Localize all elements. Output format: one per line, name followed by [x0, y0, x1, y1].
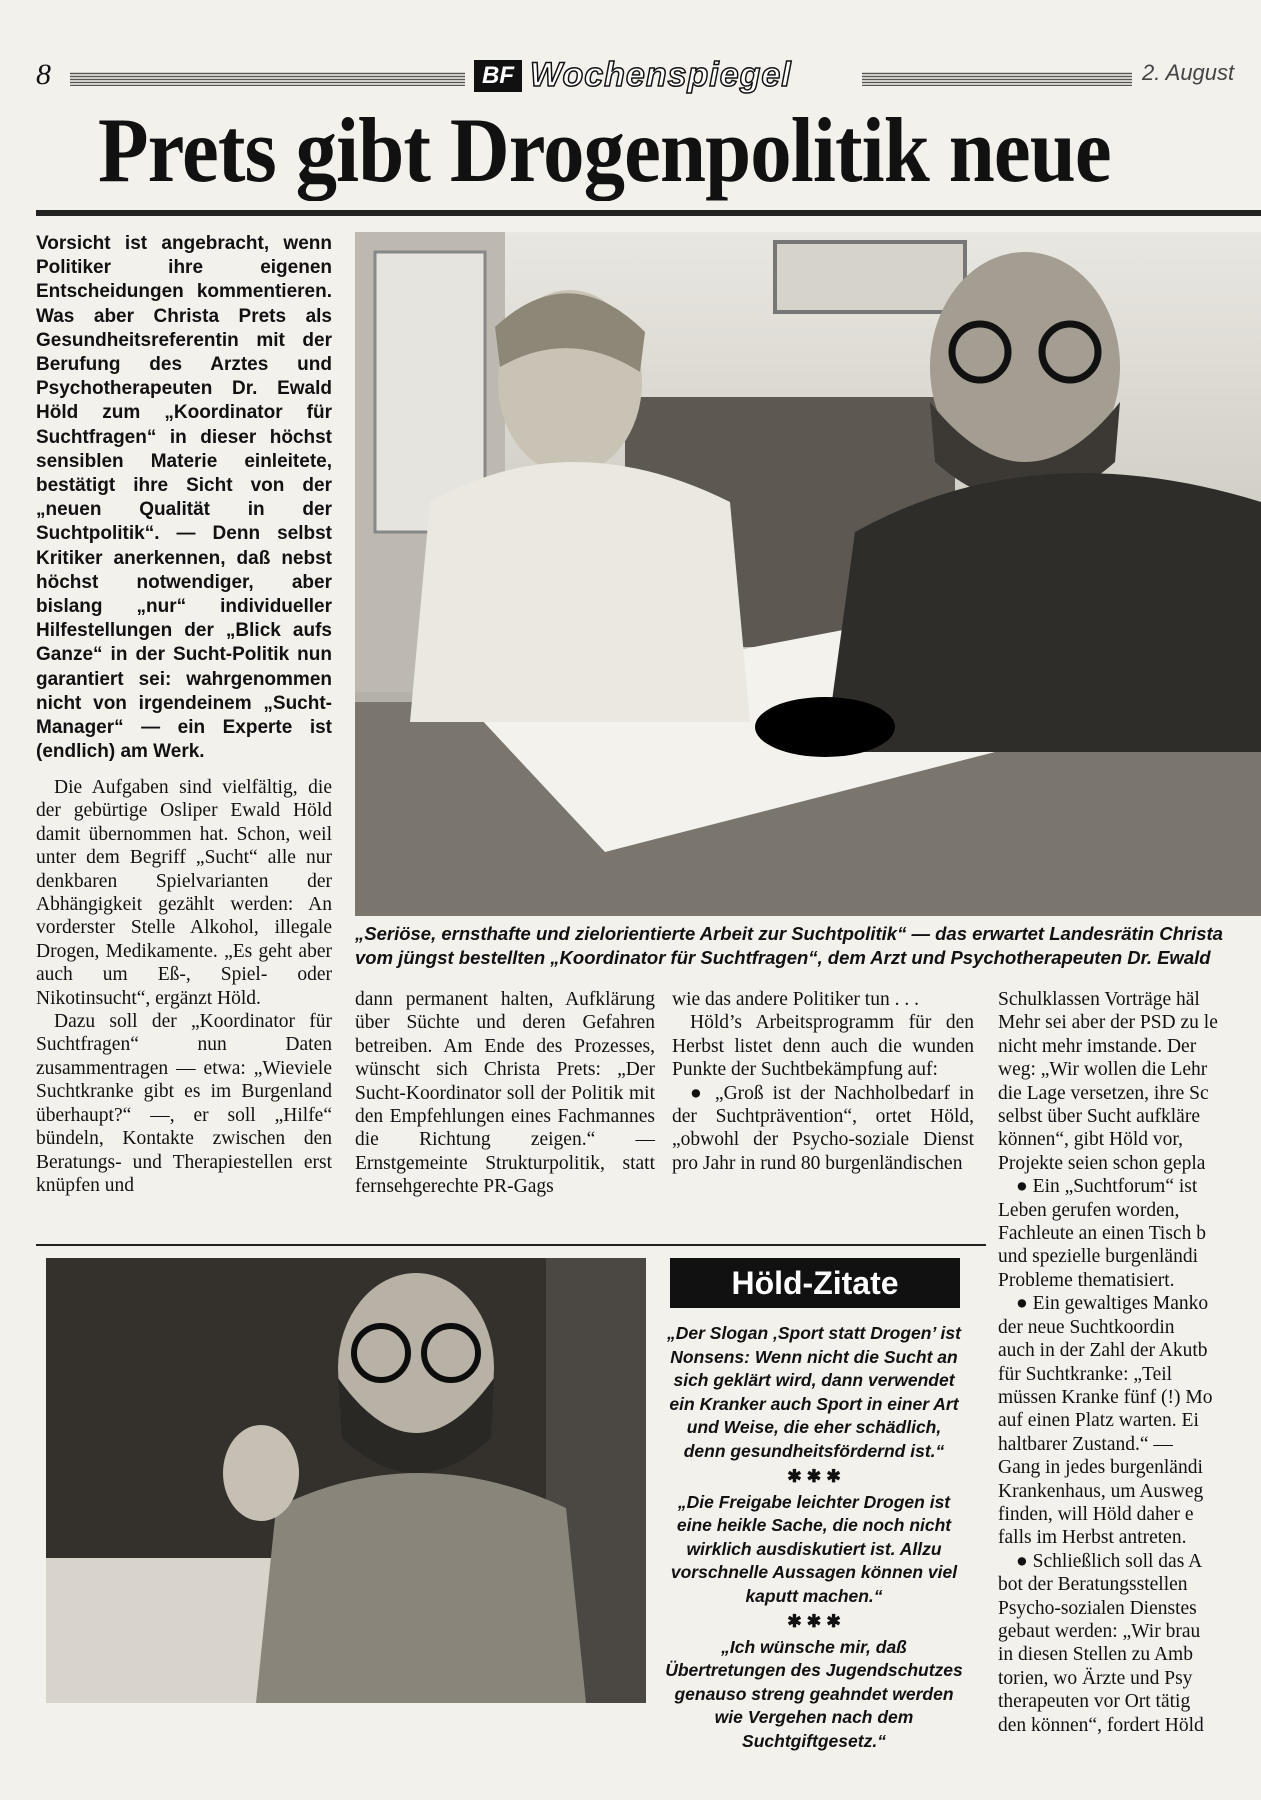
article-headline: Prets gibt Drogenpolitik neue: [98, 99, 1111, 201]
quote-separator: ✱ ✱ ✱: [787, 1466, 841, 1486]
body-column-2: [355, 988, 655, 1199]
body-paragraph: Die Aufgaben sind vielfältig, die der gebürtige Osliper Ewald Höld damit übernommen hat. Schon, weil unter dem Begriff „Sucht“ alle nur denkbaren Spielvarianten der Abhängigkeit gezählt werden: An vorderster Stelle Alkohol, illegale Drogen, Medikamente. „Es geht aber auch um Eß-, Spiel- oder Nikotinsucht“, ergänzt Höld.: [36, 777, 332, 1009]
column-line: therapeuten vor Ort tätig: [998, 1691, 1191, 1713]
column-line: müssen Kranke fünf (!) Mo: [998, 1386, 1213, 1408]
column-line: in diesen Stellen zu Amb: [998, 1644, 1193, 1666]
column-line: für Suchtkranke: „Teil: [998, 1363, 1173, 1385]
article-lead: Vorsicht ist angebracht, wenn Politiker ihre eigenen Entscheidungen kommentieren. Was aber Christa Prets als Gesundheitsreferentin mit der Berufung des Arztes und Psychotherapeuten Dr. Ewald Höld zum „Koordinator für Suchtfragen“ in dieser höchst sensiblen Materie einleitete, bestätigt ihre Sicht von der „neuen Qualität in der Suchtpolitik“. — Denn selbst Kritiker anerkennen, daß nebst höchst notwendiger, aber bislang „nur“ individueller Hilfestellungen der „Blick aufs Ganze“ in der Sucht-Politik nun garantiert sei: wahrgenommen nicht von irgendeinem „Sucht-Manager“ — ein Experte ist (endlich) am Werk.: [36, 233, 332, 763]
column-line: Projekte seien schon gepla: [998, 1152, 1206, 1174]
column-line: können“, gibt Höld vor,: [998, 1129, 1183, 1151]
body-paragraph: ● „Groß ist der Nachholbedarf in der Suchtprävention“, ortet Höld, „obwohl der Psycho-soziale Dienst pro Jahr in rund 80 burgenländischen: [672, 1082, 974, 1174]
column-line: weg: „Wir wollen die Lehr: [998, 1059, 1208, 1081]
headline-rule: [36, 210, 1261, 216]
body-paragraph: Dazu soll der „Koordinator für Suchtfragen“ nun Daten zusammentragen — etwa: „Wieviele Suchtkranke gibt es im Burgenland überhaupt?“ —, er soll „Hilfe“ bündeln, Kontakte zwischen den Beratungs- und Therapiestellen erst knüpfen und: [36, 1011, 332, 1196]
logo-badge: BF: [474, 60, 522, 92]
column-line: Gang in jedes burgenländi: [998, 1457, 1203, 1479]
column-line: gebaut werden: „Wir brau: [998, 1620, 1201, 1642]
newspaper-logo: [474, 56, 792, 95]
quote-2: „Die Freigabe leichter Drogen ist eine heikle Sache, die noch nicht wirklich ausdiskutiert ist. Allzu vorschnelle Aussagen können viel kaputt machen.“: [670, 1491, 958, 1606]
photo-prets-and-hoeld: [355, 232, 1261, 916]
quote-3: „Ich wünsche mir, daß Übertretungen des Jugendschutzes genauso streng geahndet werden wie Vergehen nach dem Suchtgiftgesetz.“: [665, 1636, 963, 1751]
issue-date: 2. August: [1142, 60, 1235, 85]
column-line: falls im Herbst antreten.: [998, 1527, 1187, 1549]
column-line: Psycho-sozialen Dienstes: [998, 1597, 1197, 1619]
masthead-rule-left: [70, 72, 465, 86]
column-line: bot der Beratungsstellen: [998, 1574, 1188, 1596]
quote-separator: ✱ ✱ ✱: [787, 1611, 841, 1631]
masthead-rule-right: [862, 72, 1132, 86]
page-number: 8: [36, 58, 51, 91]
caption-line-1: „Seriöse, ernsthafte und zielorientierte Arbeit zur Suchtpolitik“ — das erwartet Landesrätin Christa: [355, 923, 1223, 944]
column-line: den können“, fordert Höld: [998, 1714, 1204, 1736]
body-column-4: [998, 988, 1261, 1737]
column-line: auch in der Zahl der Akutb: [998, 1340, 1208, 1362]
column-line: auf einen Platz warten. Ei: [998, 1410, 1199, 1432]
photo-hoeld-portrait: [46, 1258, 646, 1703]
column-line: die Lage versetzen, ihre Sc: [998, 1082, 1209, 1104]
column-line: selbst über Sucht aufkläre: [998, 1106, 1200, 1128]
lower-box-rule: [36, 1244, 986, 1246]
quotes-box-title: Höld-Zitate: [670, 1258, 960, 1308]
quotes-box: [664, 1322, 964, 1753]
column-line: ● Schließlich soll das A: [1016, 1550, 1203, 1572]
column-line: und spezielle burgenländi: [998, 1246, 1198, 1268]
newspaper-name: Wochenspiegel: [530, 56, 792, 94]
body-column-1: [36, 776, 332, 1197]
column-line: torien, wo Ärzte und Psy: [998, 1667, 1193, 1689]
photo-caption: [355, 922, 1261, 970]
portrait-illustration: [46, 1258, 646, 1703]
body-column-3: [672, 988, 974, 1175]
column-line: Mehr sei aber der PSD zu le: [998, 1012, 1218, 1034]
column-line: Fachleute an einen Tisch b: [998, 1223, 1206, 1245]
column-line: Leben gerufen worden,: [998, 1199, 1180, 1221]
body-paragraph: Höld’s Arbeitsprogramm für den Herbst listet denn auch die wunden Punkte der Suchtbekämpfung auf:: [672, 1012, 974, 1081]
column-line: Probleme thematisiert.: [998, 1269, 1175, 1291]
column-line: Krankenhaus, um Ausweg: [998, 1480, 1204, 1502]
caption-line-2: vom jüngst bestellten „Koordinator für Suchtfragen“, dem Arzt und Psychotherapeuten Dr. Ewald: [355, 947, 1211, 968]
column-line: finden, will Höld daher e: [998, 1503, 1194, 1525]
body-paragraph: wie das andere Politiker tun . . .: [672, 989, 919, 1010]
body-paragraph: dann permanent halten, Aufklärung über Süchte und deren Gefahren betreiben. Am Ende des Prozesses, wünscht sich Christa Prets: „Der Sucht-Koordinator soll der Politik mit den Empfehlungen eines Fachmannes die Richtung zeigen.“ — Ernstgemeinte Strukturpolitik, statt fernsehgerechte PR-Gags: [355, 989, 655, 1198]
column-line: haltbarer Zustand.“ —: [998, 1433, 1173, 1455]
column-line: ● Ein „Suchtforum“ ist: [1016, 1176, 1198, 1198]
column-line: der neue Suchtkoordin: [998, 1316, 1175, 1338]
quote-1: „Der Slogan ‚Sport statt Drogen’ ist Nonsens: Wenn nicht die Sucht an sich geklärt wird, dann verwendet ein Kranker auch Sport in einer Art und Weise, die eher schädlich, denn gesundheitsfördernd ist.“: [667, 1323, 961, 1461]
photo-illustration: [355, 232, 1261, 916]
column-line: Schulklassen Vorträge häl: [998, 989, 1200, 1010]
column-line: ● Ein gewaltiges Manko: [1016, 1293, 1209, 1315]
column-line: nicht mehr imstande. Der: [998, 1035, 1197, 1057]
